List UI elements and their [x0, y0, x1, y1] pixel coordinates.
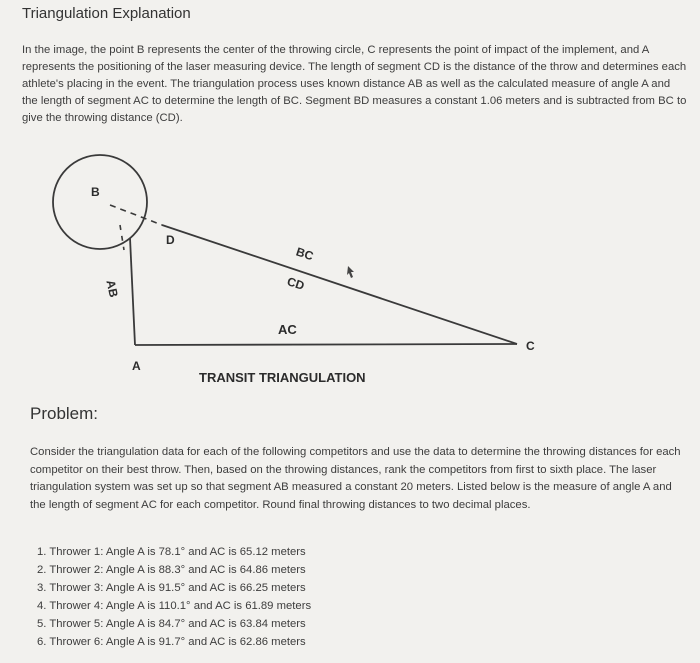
problem-paragraph: Consider the triangulation data for each of the following competitors and use the data to determine the throwing distances for each competitor on their best throw. Then, based on the throwing distances, rank the competitors from first to sixth place. The laser triangulation system was set up so that segment AB measured a constant 20 meters. Listed below is the measure of angle A and the length of segment AC for each competitor. Round final throwing distances to two decimal places.	[30, 446, 681, 511]
label-a: A	[132, 359, 141, 373]
segment-ab	[130, 238, 135, 345]
diagram-caption: TRANSIT TRIANGULATION	[199, 370, 366, 385]
label-bc: BC	[294, 244, 316, 264]
intro-paragraph: In the image, the point B represents the center of the throwing circle, C represents the point of impact of the implement, and A represents the positioning of the laser measuring device. The length of segment CD is the distance of the throw and determines each athlete's placing in the event. The triangulation process uses known distance AB as well as the calculated measure of angle A and the length of segment AC to determine the length of BC. Segment BD measures a constant 1.06 meters and is subtracted from BC to give the throwing distance (CD).	[22, 44, 687, 124]
segment-bd	[110, 205, 162, 225]
thrower-list	[37, 544, 311, 651]
label-d: D	[166, 233, 175, 247]
segment-ab-top	[120, 225, 124, 250]
list-item: 2. Thrower 2: Angle A is 88.3° and AC is 64.86 meters	[37, 563, 306, 576]
label-c: C	[526, 339, 535, 353]
problem-heading: Problem:	[30, 404, 99, 423]
segment-bc	[162, 225, 517, 344]
list-item: 6. Thrower 6: Angle A is 91.7° and AC is 62.86 meters	[37, 635, 306, 648]
list-item: 3. Thrower 3: Angle A is 91.5° and AC is 66.25 meters	[37, 581, 306, 594]
label-ab: AB	[103, 278, 121, 299]
list-item: 1. Thrower 1: Angle A is 78.1° and AC is 65.12 meters	[37, 546, 306, 558]
throwing-circle	[53, 155, 147, 249]
page-title: Triangulation Explanation	[22, 5, 191, 22]
label-ac: AC	[278, 322, 297, 337]
segment-ac	[135, 344, 517, 345]
list-item: 4. Thrower 4: Angle A is 110.1° and AC is 61.89 meters	[37, 599, 312, 612]
label-b: B	[91, 185, 100, 199]
label-cd: CD	[285, 274, 307, 293]
cursor-arrow-icon	[347, 266, 354, 278]
transit-triangulation-diagram	[0, 140, 700, 400]
list-item: 5. Thrower 5: Angle A is 84.7° and AC is 63.84 meters	[37, 617, 306, 630]
